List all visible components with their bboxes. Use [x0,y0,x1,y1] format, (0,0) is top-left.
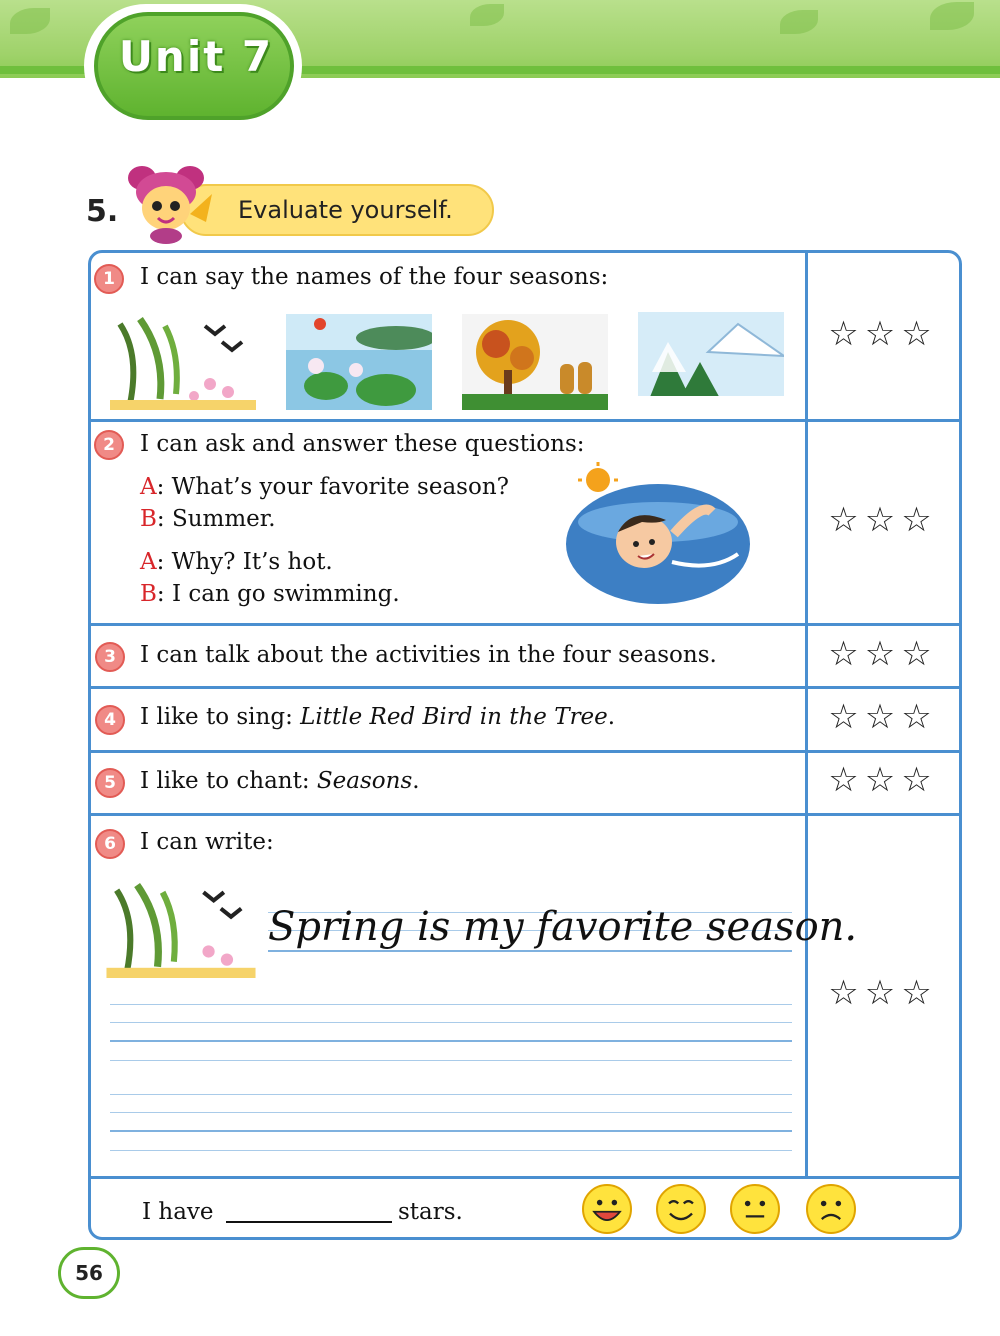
statement-prefix: I like to sing: [140,704,301,730]
neutral-face-icon[interactable] [730,1184,780,1234]
spring-picture-small [106,880,256,978]
big-smile-face-icon[interactable] [582,1184,632,1234]
row-number-badge: 1 [94,264,124,294]
star-rating[interactable]: ☆☆☆ [828,973,938,1013]
row-number-badge: 5 [95,768,125,798]
row-number-badge: 3 [95,642,125,672]
stars-label: stars. [398,1199,463,1225]
statement-prefix: I like to chant: [140,768,317,794]
statement-suffix: . [412,768,420,794]
page-number: 56 [58,1247,120,1299]
dialog-line [140,506,276,532]
writing-guide-line[interactable] [110,1112,792,1113]
leaf-decoration-icon [780,10,818,34]
star-count-blank[interactable] [226,1221,392,1223]
sample-sentence: Spring is my favorite season. [268,904,858,950]
spring-picture [110,314,256,410]
speaker-label: A [140,549,157,575]
chant-title: Seasons [316,768,413,794]
dialog-line [140,581,400,607]
star-rating[interactable]: ☆☆☆ [828,314,938,354]
row-divider [88,1176,962,1179]
row-divider [88,813,962,816]
writing-base-line[interactable] [110,1040,792,1042]
song-title: Little Red Bird in the Tree [300,704,608,730]
leaf-decoration-icon [930,2,974,30]
writing-guide-line[interactable] [110,1094,792,1095]
writing-base-line [268,950,792,952]
dialog-text: : Summer. [156,506,276,532]
dialog-text: : Why? It’s hot. [156,549,333,575]
row-statement: I can say the names of the four seasons: [140,264,609,290]
writing-guide-line[interactable] [110,1150,792,1151]
speaker-label: A [140,474,157,500]
sad-face-icon[interactable] [806,1184,856,1234]
smile-face-icon[interactable] [656,1184,706,1234]
leaf-decoration-icon [10,8,50,34]
row-statement: I can ask and answer these questions: [140,431,585,457]
row-statement: I can write: [140,829,274,855]
row-number-badge: 2 [94,430,124,460]
unit-title: Unit 7 [118,32,274,81]
summer-picture [286,314,432,410]
row-number-badge: 6 [95,829,125,859]
section-number: 5. [86,194,119,229]
star-rating[interactable]: ☆☆☆ [828,760,938,800]
row-number-badge: 4 [95,705,125,735]
writing-guide-line[interactable] [110,1060,792,1061]
dialog-text: : I can go swimming. [156,581,400,607]
writing-base-line[interactable] [110,1130,792,1132]
dialog-text: : What’s your favorite season? [156,474,509,500]
dialog-line [140,549,333,575]
star-rating[interactable]: ☆☆☆ [828,500,938,540]
row-divider [88,419,962,422]
dialog-line [140,474,509,500]
winter-picture [638,312,784,408]
swimming-boy-picture [562,462,752,606]
autumn-picture [462,314,608,410]
have-label: I have [142,1199,214,1225]
leaf-decoration-icon [470,4,504,26]
mascot-icon [120,164,216,244]
star-rating[interactable]: ☆☆☆ [828,634,938,674]
speaker-label: B [140,506,157,532]
star-rating[interactable]: ☆☆☆ [828,697,938,737]
row-statement: I can talk about the activities in the four seasons. [140,642,717,668]
row-statement [140,704,615,730]
row-divider [88,686,962,689]
row-statement [140,768,420,794]
speaker-label: B [140,581,157,607]
writing-guide-line[interactable] [110,1022,792,1023]
statement-suffix: . [607,704,616,730]
section-title: Evaluate yourself. [238,196,453,224]
writing-guide-line[interactable] [110,1004,792,1005]
row-divider [88,623,962,626]
row-divider [88,750,962,753]
